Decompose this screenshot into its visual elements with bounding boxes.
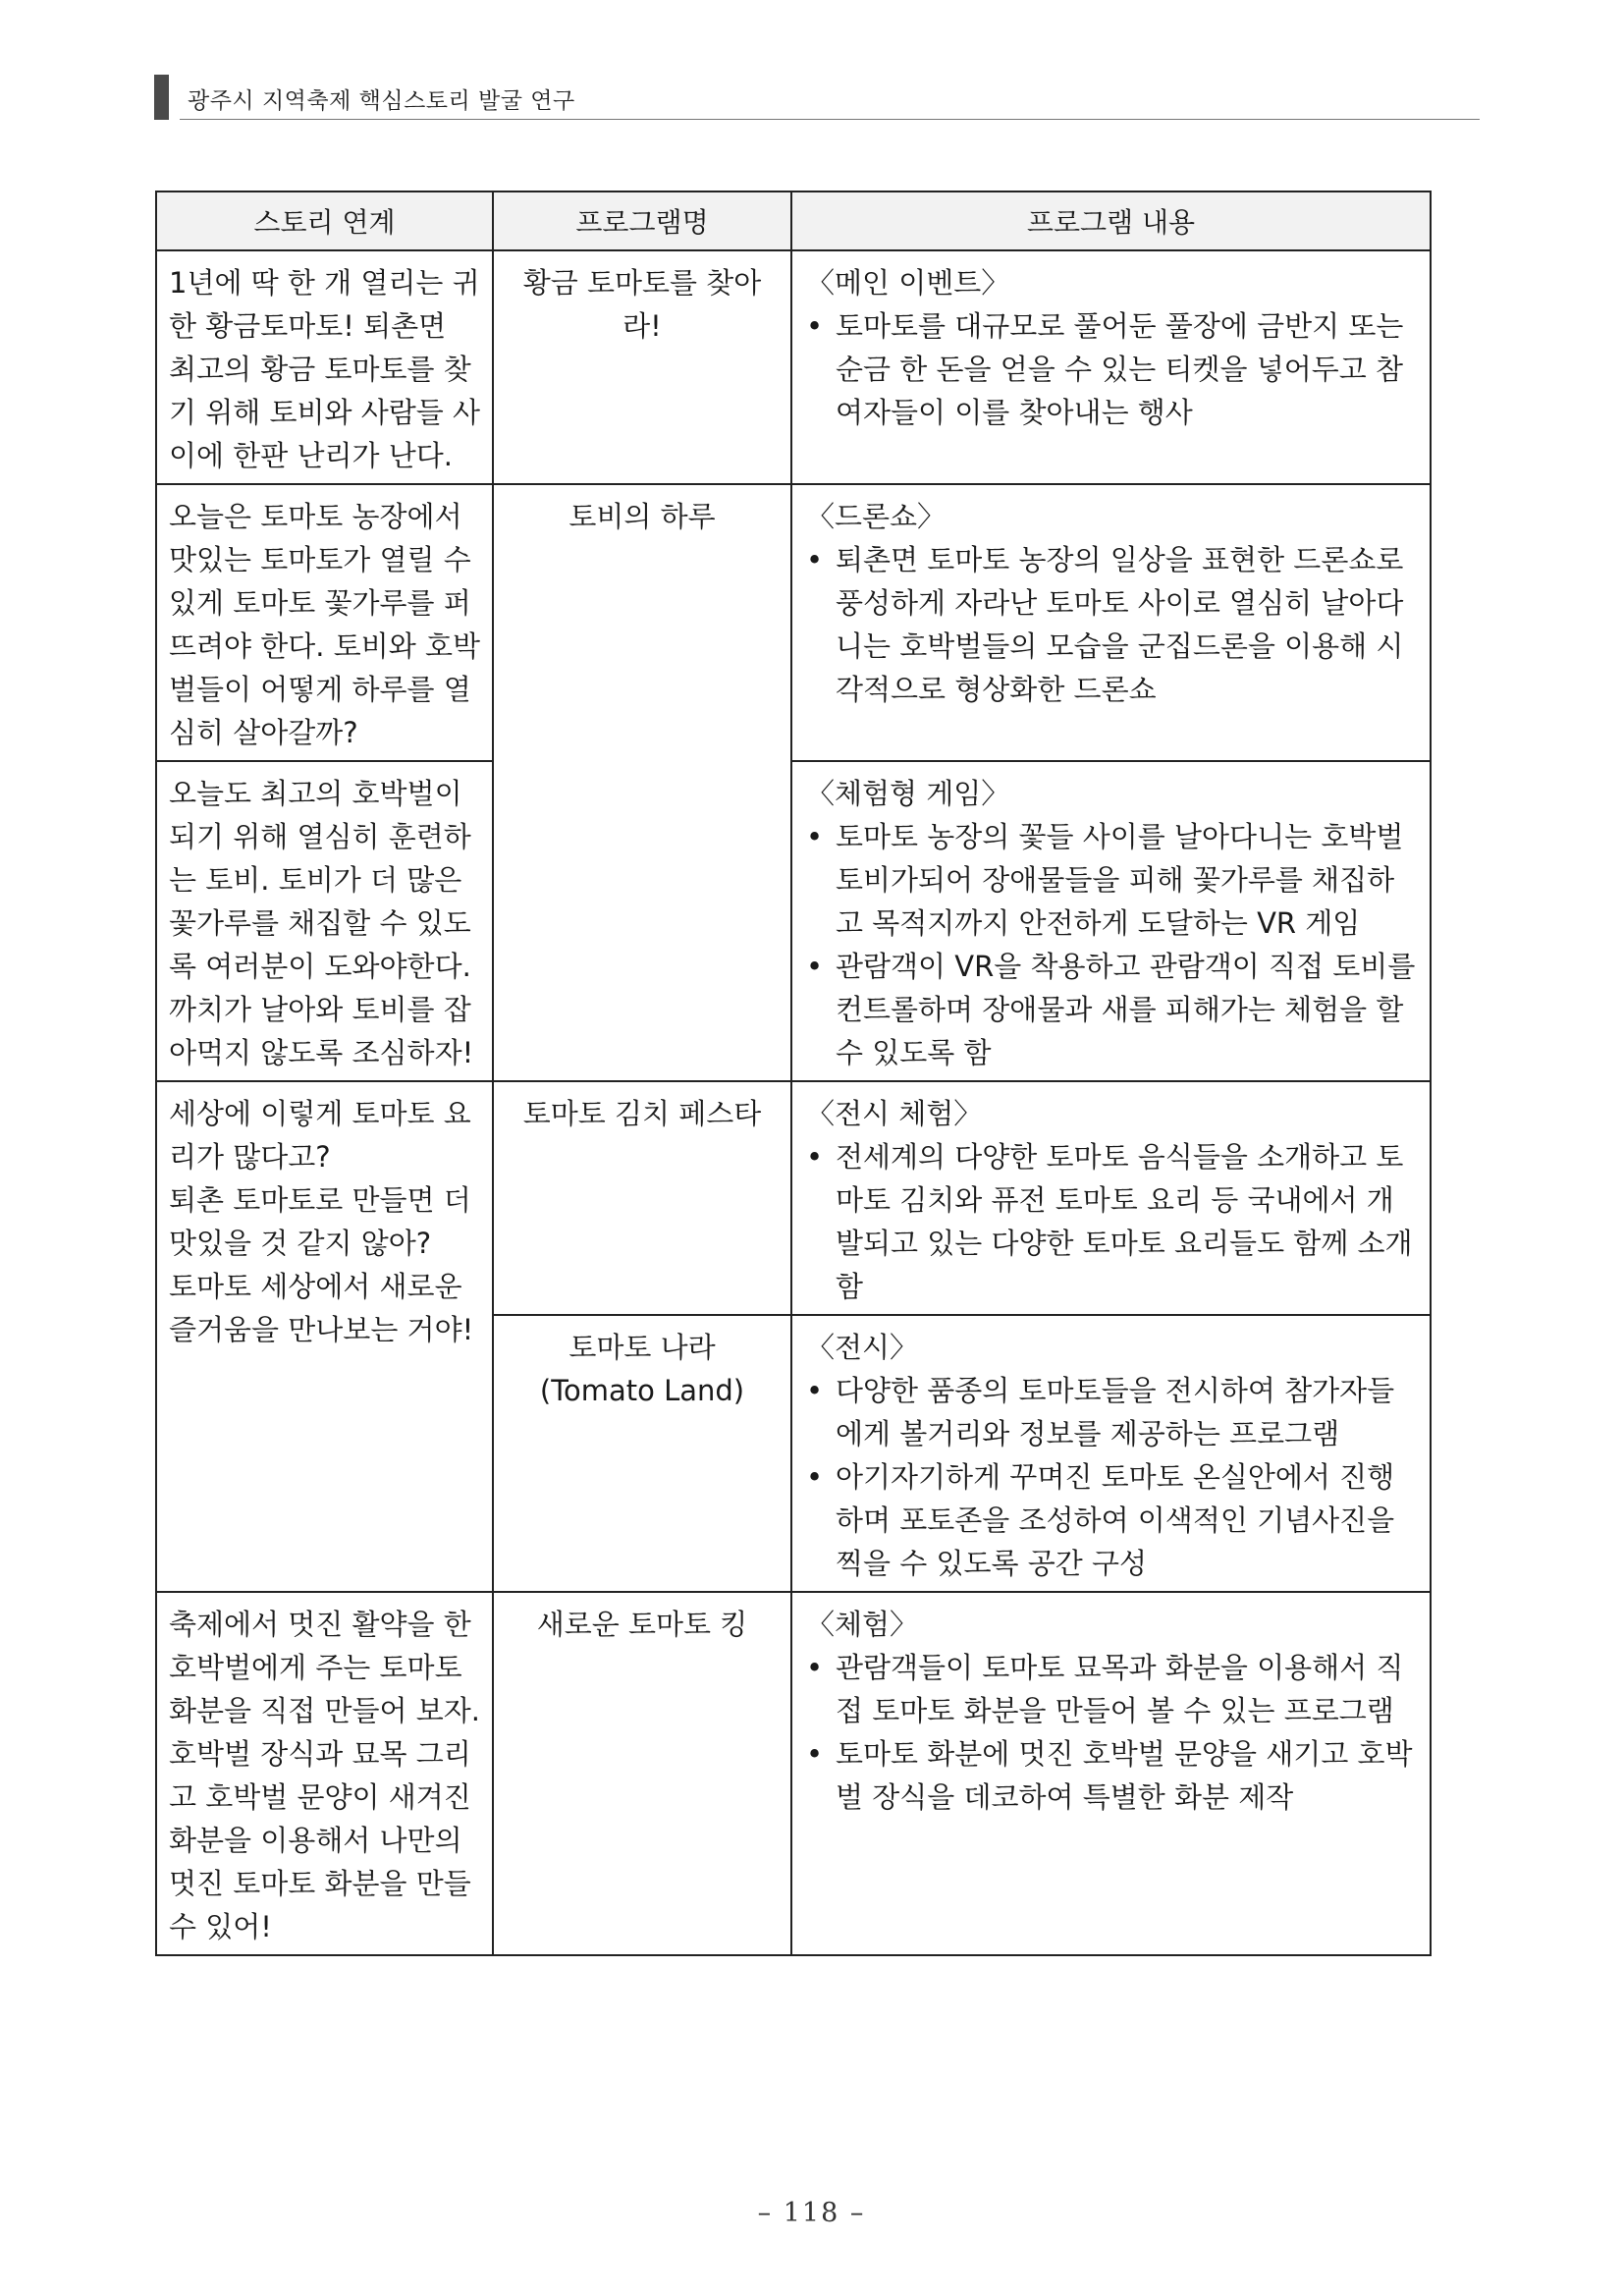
content-category: 〈메인 이벤트〉 — [806, 266, 1010, 300]
header-program-name: 프로그램명 — [493, 191, 791, 250]
story-cell: 오늘도 최고의 호박벌이 되기 위해 열심히 훈련하는 토비. 토비가 더 많은 꽃가루를 채집할 수 있도록 여러분이 도와야한다. 까치가 날아와 토비를 잡아먹지 않도록 조심하자! — [156, 761, 493, 1081]
program-content-cell — [791, 484, 1431, 761]
program-content-cell — [791, 1315, 1431, 1592]
list-item: • 아기자기하게 꾸며진 토마토 온실안에서 진행하며 포토존을 조성하여 이색적인 기념사진을 찍을 수 있도록 공간 구성 — [806, 1455, 1420, 1585]
content-category: 〈체험〉 — [806, 1608, 919, 1641]
content-category: 〈체험형 게임〉 — [806, 777, 1010, 810]
story-cell: 오늘은 토마토 농장에서 맛있는 토마토가 열릴 수 있게 토마토 꽃가루를 퍼뜨려야 한다. 토비와 호박벌들이 어떻게 하루를 열심히 살아갈까? — [156, 484, 493, 761]
list-item: • 관람객들이 토마토 묘목과 화분을 이용해서 직접 토마토 화분을 만들어 볼 수 있는 프로그램 — [806, 1646, 1420, 1732]
program-content-cell — [791, 250, 1431, 484]
table-row — [156, 250, 1431, 484]
list-item: • 퇴촌면 토마토 농장의 일상을 표현한 드론쇼로 풍성하게 자라난 토마토 사이로 열심히 날아다니는 호박벌들의 모습을 군집드론을 이용해 시각적으로 형상화한 드론쇼 — [806, 538, 1420, 711]
table-row — [156, 484, 1431, 761]
table-row — [156, 1081, 1431, 1315]
program-table — [155, 191, 1432, 1956]
bullet-icon: • — [806, 1460, 824, 1494]
list-item: • 토마토 화분에 멋진 호박벌 문양을 새기고 호박벌 장식을 데코하여 특별한 화분 제작 — [806, 1732, 1420, 1819]
header-story-link: 스토리 연계 — [156, 191, 493, 250]
table-row — [156, 1592, 1431, 1955]
program-content-cell — [791, 761, 1431, 1081]
list-item: • 관람객이 VR을 착용하고 관람객이 직접 토비를 컨트롤하며 장애물과 새를 피해가는 체험을 할 수 있도록 함 — [806, 945, 1420, 1074]
list-item: • 전세계의 다양한 토마토 음식들을 소개하고 토마토 김치와 퓨전 토마토 요리 등 국내에서 개발되고 있는 다양한 토마토 요리들도 함께 소개함 — [806, 1135, 1420, 1308]
content-category: 〈드론쇼〉 — [806, 500, 947, 533]
list-item: • 다양한 품종의 토마토들을 전시하여 참가자들에게 볼거리와 정보를 제공하는 프로그램 — [806, 1369, 1420, 1455]
header-marker-bar — [154, 75, 169, 120]
program-name-cell: 토마토 나라 (Tomato Land) — [493, 1315, 791, 1592]
table-row — [156, 761, 1431, 1081]
program-content-cell — [791, 1592, 1431, 1955]
story-cell: 축제에서 멋진 활약을 한 호박벌에게 주는 토마토 화분을 직접 만들어 보자. 호박벌 장식과 묘목 그리고 호박벌 문양이 새겨진 화분을 이용해서 나만의 멋진 토마토 화분을 만들 수 있어! — [156, 1592, 493, 1955]
program-name-cell: 새로운 토마토 킹 — [493, 1592, 791, 1955]
bullet-icon: • — [806, 1374, 824, 1407]
bullet-icon: • — [806, 950, 824, 983]
header-rule — [180, 119, 1480, 120]
list-item: • 토마토 농장의 꽃들 사이를 날아다니는 호박벌 토비가되어 장애물들을 피해 꽃가루를 채집하고 목적지까지 안전하게 도달하는 VR 게임 — [806, 815, 1420, 945]
bullet-icon: • — [806, 1140, 824, 1174]
bullet-icon: • — [806, 543, 824, 576]
bullet-icon: • — [806, 820, 824, 853]
bullet-icon: • — [806, 309, 824, 343]
header-title: 광주시 지역축제 핵심스토리 발굴 연구 — [188, 88, 575, 114]
program-name-cell: 토비의 하루 — [493, 484, 791, 1081]
table-header-row — [156, 191, 1431, 250]
list-item: • 토마토를 대규모로 풀어둔 풀장에 금반지 또는 순금 한 돈을 얻을 수 있는 티켓을 넣어두고 참여자들이 이를 찾아내는 행사 — [806, 304, 1420, 434]
program-name-cell: 황금 토마토를 찾아라! — [493, 250, 791, 484]
page-header — [154, 75, 1480, 120]
story-cell: 세상에 이렇게 토마토 요리가 많다고? 퇴촌 토마토로 만들면 더 맛있을 것 같지 않아? 토마토 세상에서 새로운 즐거움을 만나보는 거야! — [156, 1081, 493, 1592]
program-name-cell: 토마토 김치 페스타 — [493, 1081, 791, 1315]
page-number: – 118 – — [757, 2198, 866, 2228]
program-content-cell — [791, 1081, 1431, 1315]
bullet-icon: • — [806, 1737, 824, 1771]
bullet-icon: • — [806, 1651, 824, 1684]
story-cell: 1년에 딱 한 개 열리는 귀한 황금토마토! 퇴촌면 최고의 황금 토마토를 찾기 위해 토비와 사람들 사이에 한판 난리가 난다. — [156, 250, 493, 484]
content-category: 〈전시 체험〉 — [806, 1097, 983, 1130]
content-category: 〈전시〉 — [806, 1331, 919, 1364]
header-program-content: 프로그램 내용 — [791, 191, 1431, 250]
